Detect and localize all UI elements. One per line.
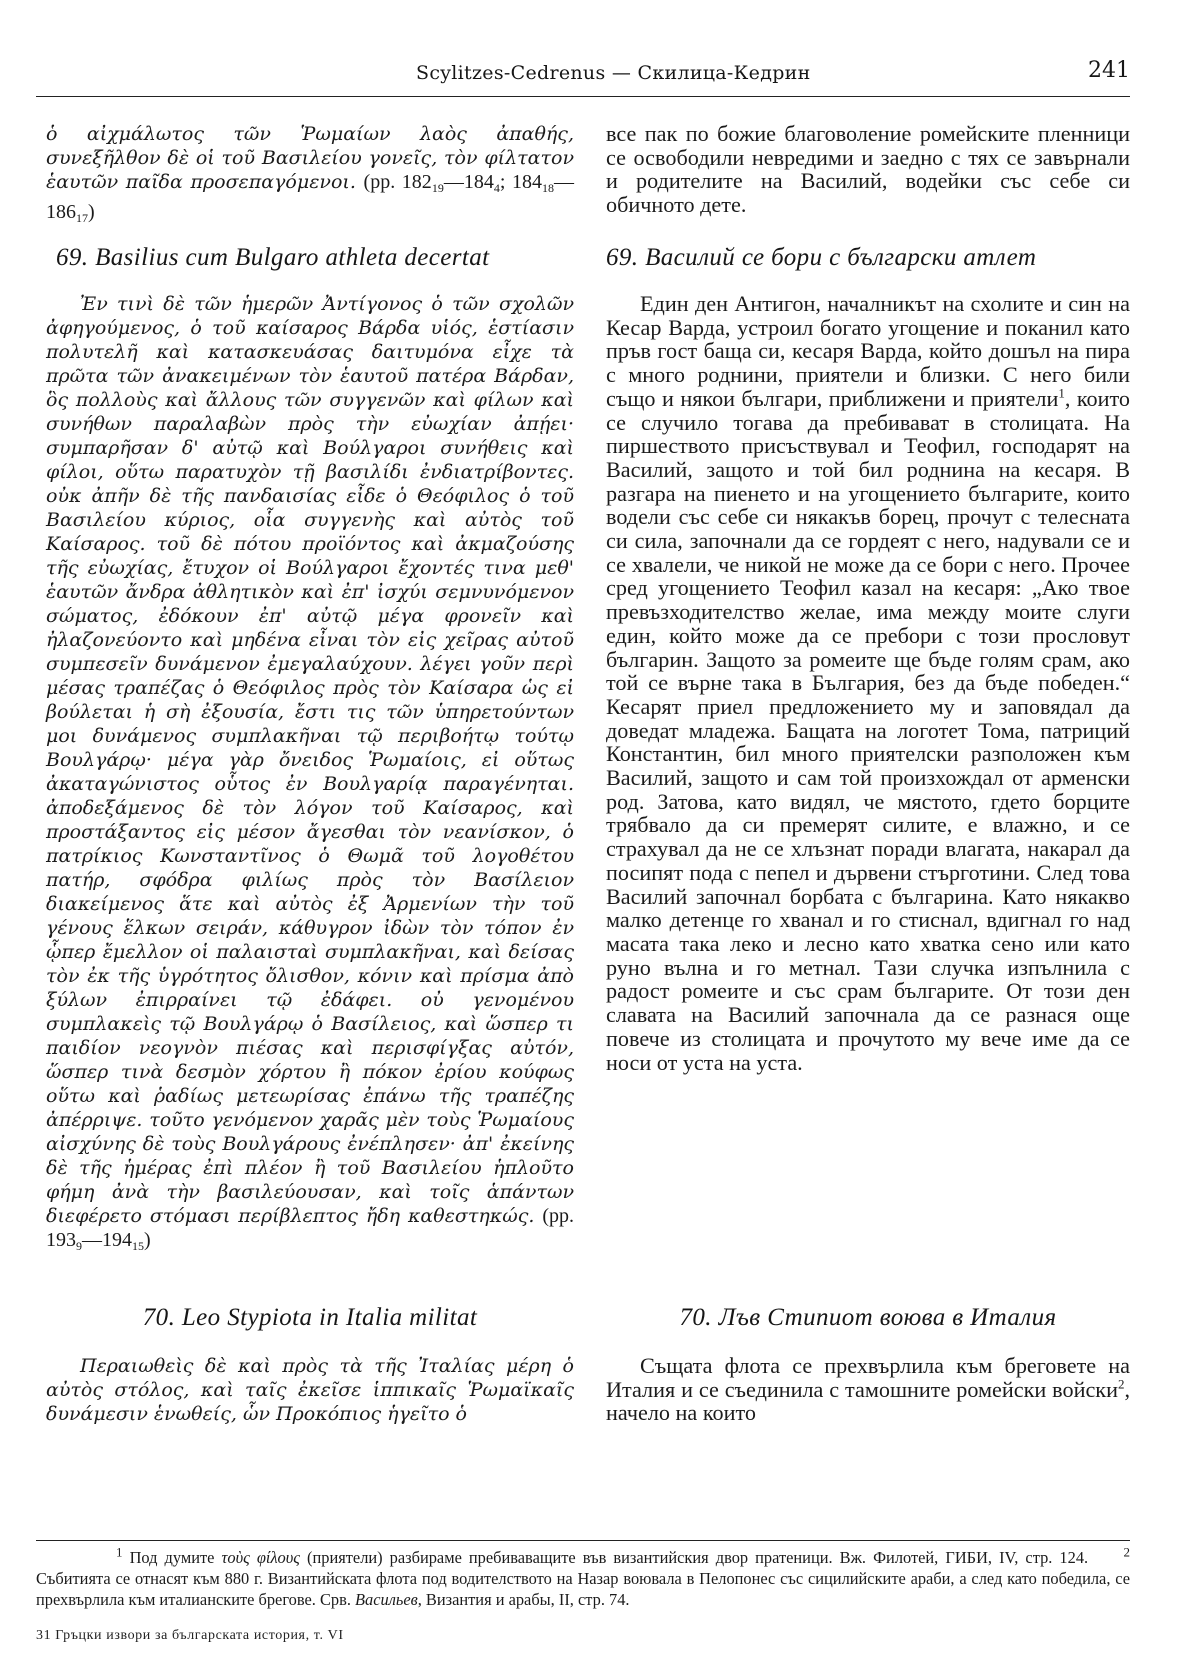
footnotes-paragraph [36,1544,1130,1610]
section-69-bulgarian-part-1: Един ден Антигон, началникът на схолите и син на Кесар Варда, устроил богато угощение и поканил като пръв гост баща си, кесаря Варда, който дошъл на пира с много роднини, приятели и близки. С него били също и някои българи, приближени и приятели [606,291,1130,411]
footnote-1-mark: 1 [116,1544,123,1560]
section-70-bulgarian-part-1: Същата флота се прехвърлила към бреговете на Италия и се съединила с тамошните ромейски войски [606,1353,1130,1402]
greek-continuation-text: ὁ αἰχμάλωτος τῶν Ῥωμαίων λαὸς ἀπαθής, συνεξῆλθον δὲ οἱ τοῦ Βασιλείου γονεῖς, τὸν φίλτατον ἑαυτῶν παῖδα προσεπαγόμενοι. [46,123,574,193]
footnote-2-text-a: Събитията се отнасят към 880 г. Византийската флота под водителството на Назар воювала в Пелопонес със сицилийските араби, а след като победила, се прехвърлила към италианските брегове. Срв. [36,1569,1130,1609]
greek-continuation [46,122,574,230]
section-69-greek-body: Ἐν τινὶ δὲ τῶν ἡμερῶν Ἀντίγονος ὁ τῶν σχολῶν ἀφηγούμενος, ὁ τοῦ καίσαρος Βάρδα υἱός, ἑστίασιν πολυτελῆ καὶ κατασκευάσας δαιτυμόνα εἶχε τὰ πρῶτα τῶν ἀνακειμένων τὸν ἑαυτοῦ πατέρα Βάρδαν, ὃς πολλοὺς καὶ ἄλλους τῶν συγγενῶν καὶ φίλων καὶ συνήθων παραλαβὼν πρὸς τὴν εὐωχίαν ἀπῄει· συμπαρῆσαν δ' αὐτῷ καὶ Βούλγαροι συνήθεις καὶ φίλοι, οὕτω παρατυχὸν τῇ βασιλίδι ἐνδιατρίβοντες. οὐκ ἀπῆν δὲ τῆς πανδαισίας εἶδε ὁ Θεόφιλος ὁ τοῦ Βασιλείου κύριος, οἷα συγγενὴς καὶ αὐτὸς τοῦ Καίσαρος. τοῦ δὲ πότου προϊόντος καὶ ἀκμαζούσης τῆς εὐωχίας, ἔτυχον οἱ Βούλγαροι ἔχοντές τινα μεθ' ἑαυτῶν ἄνδρα ἀθλητικὸν καὶ ἐπ' ἰσχύι σεμνυνόμενον σώματος, ἐδόκουν ἐπ' αὐτῷ μέγα φρονεῖν καὶ ἠλαζονεύοντο καὶ μηδένα εἶναι τὸν εἰς χεῖρας αὐτοῦ συμπεσεῖν δυνάμενον ἐμεγαλαύχουν. λέγει γοῦν περὶ μέσας τραπέζας ὁ Θεόφιλος πρὸς τὸν Καίσαρα ὡς εἰ βούλεται ἡ σὴ ἐξουσία, ἔστι τις τῶν ὑπηρετούντων μοι δυνάμενος συμπλακῆναι τῷ περιβοήτῳ τούτῳ Βουλγάρῳ· μέγα γὰρ ὄνειδος Ῥωμαίοις, εἰ οὕτως ἀκαταγώνιστος οὗτος ἐν Βουλγαρίᾳ παραγένηται. ἀποδεξάμενος δὲ τὸν λόγον τοῦ Καίσαρος, καὶ προστάξαντος εἰς μέσον ἄγεσθαι τὸν νεανίσκον, ὁ πατρίκιος Κωνσταντῖνος ὁ Θωμᾶ τοῦ λογοθέτου πατήρ, σφόδρα φιλίως πρὸς τὸν Βασίλειον διακείμενος ἅτε καὶ αὐτὸς ἐξ Ἀρμενίων τὴν τοῦ γένους ἕλκων σειράν, κάθυγρον ἰδὼν τὸν τόπον ἐν ᾧπερ ἔμελλον οἱ παλαισταὶ συμπλακῆναι, καὶ δείσας τὸν ἐκ τῆς ὑγρότητος ὄλισθον, κόνιν καὶ πρίσμα ἀπὸ ξύλων ἐπιρραίνει τῷ ἐδάφει. οὐ γενομένου συμπλακεὶς τῷ Βουλγάρῳ ὁ Βασίλειος, καὶ ὥσπερ τι παιδίον νεογνὸν πιέσας καὶ περισφίγξας αὐτόν, ὥσπερ τινὰ δεσμὸν χόρτου ἢ πόκον ἐρίου κούφως οὕτω καὶ ῥαδίως μετεωρίσας ἐπάνω τῆς τραπέζης ἀπέρριψε. τοῦτο γενόμενον χαρᾶς μὲν τοὺς Ῥωμαίους αἰσχύνης δὲ τοὺς Βουλγάρους ἐνέπλησεν· ἀπ' ἐκείνης δὲ τῆς ἡμέρας ἐπὶ πλέον ἢ τοῦ Βασιλείου ἡπλοῦτο φήμη ἀνὰ τὴν βασιλεύουσαν, καὶ τοῖς ἁπάντων διεφέρετο στόμασι περίβλεπτος ἤδη καθεστηκώς. [46,293,574,1227]
printer-signature: 31 Гръцки извори за българската история, т. VI [36,1628,344,1643]
greek-continuation-reference: (pp. $182_{19}—184_4$; $184_{18}—186_{17}$) [46,171,574,225]
footnote-2-mark: 2 [1123,1544,1130,1560]
section-69-greek-reference: (pp. $193_9—194_{15}$) [46,1205,574,1253]
section-70-heading-latin: 70. Leo Stypiota in Italia militat [142,1304,478,1331]
footnote-1-text-b: (приятели) разбираме пребиваващите във византийския двор пратеници. Вж. Филотей, ГИБИ, IV, стр. 124. [307,1548,1089,1567]
bulgarian-continuation: все пак по божие благоволение ромейските пленници се освободили невредими и заедно с тях се завърнали и родителите на Василий, водейки със себе си обичното дете. [606,121,1130,218]
footnote-ref-1[interactable]: 1 [1058,385,1065,401]
running-title: Scylitzes-Cedrenus — Скилица-Кедрин [416,62,811,84]
section-70-greek-text: Περαιωθεὶς δὲ καὶ πρὸς τὰ τῆς Ἰταλίας μέρη ὁ αὐτὸς στόλος, καὶ ταῖς ἐκεῖσε ἱππικαῖς Ῥωμαϊκαῖς δυνάμεσιν ἑνωθείς, ὧν Προκόπιος ἡγεῖτο ὁ [46,1355,574,1425]
footnotes [36,1544,1130,1610]
section-70-heading-bulgarian: 70. Лъв Стипиот воюва в Италия [679,1304,1057,1331]
footnote-ref-2[interactable]: 2 [1117,1376,1125,1392]
footnote-2-text-b: , Византия и арабы, II, стр. 74. [417,1590,630,1609]
footnote-divider [36,1540,1130,1541]
footnote-2-author: Васильев [355,1590,418,1609]
section-70-bulgarian-text [606,1354,1130,1425]
section-69-heading-latin: 69. Basilius cum Bulgaro athleta decertat [56,244,490,271]
page-number: 241 [1088,58,1130,83]
footnote-1-text-a: Под думите [129,1548,215,1567]
footnote-1-greek: τοὺς φίλους [221,1548,300,1567]
running-header [36,56,1130,97]
section-69-bulgarian-text [606,292,1130,1074]
section-70-bulgarian-part-2: , начело на които [606,1376,1130,1426]
section-69-heading-bulgarian: 69. Василий се бори с български атлет [606,244,1037,271]
section-69-bulgarian-part-2: , които се случило тогава да пребивават в столицата. На пиршеството присъствувал и Теофил, господарят на Василий, защото и той бил роднина на кесаря. В разгара на пиенето и на угощението българите, които водели със себе си някакъв борец, прочут с телесната си сила, започнали да се гордеят с него, надували се и се хвалели, че никой не може да се бори с него. Прочее сред угощението Теофил казал на кесаря: „Ако твое превъзходителство желае, има между моите слуги един, който може да се пребори с този прословут българин. Защото за ромеите ще бъде голям срам, ако той се върне така в България, без да бъде победен.“ Кесарят приел предложението му и заповядал да доведат младежа. Бащата на логотет Тома, патриций Константин, бил много приятелски разположен към Василий, защото и сам той произхождал от арменски род. Затова, като видял, че мястото, гдето борците трябвало да си премерят силите, е влажно, и се страхувал да не се хлъзнат поради влагата, накарал да посипят пода с пепел и дървени стърготини. След това Василий започнал борбата с българина. Като някакво малко детенце го хванал и го стиснал, вдигнал го над масата така леко и лесно като хватка сено или като руно вълна и го метнал. Тази случка изпълнила с радост ромеите и със срам българите. От този ден славата на Василий започнала да се разнася още повече из столицата и прочутото му вече име да се носи от уста на уста. [606,385,1130,1075]
section-69-greek-text [46,292,574,1258]
